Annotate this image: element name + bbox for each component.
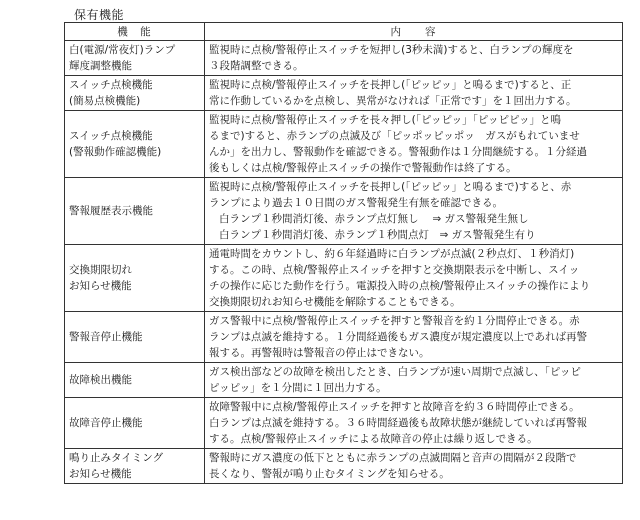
feature-cell [65,41,205,76]
description-cell [205,41,623,76]
feature-name-line: (簡易点検機能) [69,95,141,107]
table-body [65,41,623,484]
feature-name-line: 輝度調整機能 [69,60,132,72]
description-line: 長くなり、警報が鳴り止むタイミングを知らせる。 [209,468,450,480]
feature-name-line: 警報履歴表示機能 [69,205,153,217]
description-line: 故障警報中に点検/警報停止スイッチを押すと故障音を約３６時間停止できる。 [209,401,580,413]
feature-name-line: スイッチ点検機能 [69,79,153,91]
description-line: 通電時間をカウントし、約６年経過時に白ランプが点滅(２秒点灯、１秒消灯) [209,248,575,260]
description-cell [205,245,623,312]
description-line: ピッピッ」を１分間に１回出力する。 [209,382,387,394]
feature-table [64,22,623,484]
description-cell [205,398,623,449]
description-line: 報する。再警報時は警報音の停止はできない。 [209,347,430,359]
description-line: 交換期限切れお知らせ機能を解除することもできる。 [209,296,461,308]
description-cell [205,449,623,484]
feature-cell [65,312,205,363]
description-line: 白ランプは点滅を維持する。３６時間経過後も故障状態が継続していれば再警報 [209,417,587,429]
description-line: 監視時に点検/警報停止スイッチを長押し(「ピッピッ」と鳴るまで)すると、赤 [209,181,572,193]
header-feature: 機 能 [65,23,205,41]
description-line: 監視時に点検/警報停止スイッチを長々押し(「ピッピッ」「ピッピピッ」と鳴 [209,114,562,126]
description-line: する。点検/警報停止スイッチによる故障音の停止は繰り返しできる。 [209,433,538,445]
feature-name-line: お知らせ機能 [69,280,132,292]
feature-name-line: 警報音停止機能 [69,331,143,343]
description-cell [205,312,623,363]
table-header-row [65,23,623,41]
description-cell [205,178,623,245]
feature-name-line: (警報動作確認機能) [69,146,162,158]
feature-cell [65,449,205,484]
description-line: 監視時に点検/警報停止スイッチを長押し(「ピッピッ」と鳴るまで)すると、正 [209,79,572,91]
description-line: する。この時、点検/警報停止スイッチを押すと交換期限表示を中断し、スイッ [209,264,580,276]
feature-cell [65,76,205,111]
description-line: ガス警報中に点検/警報停止スイッチを押すと警報音を約１分間停止できる。赤 [209,315,580,327]
description-cell [205,363,623,398]
description-line: ３段階調整できる。 [209,60,304,72]
table-row [65,41,623,76]
feature-cell [65,363,205,398]
feature-cell [65,245,205,312]
description-cell [205,111,623,178]
feature-name-line: 鳴り止みタイミング [69,452,164,464]
description-line: んか」を出力し、警報動作を確認できる。警報動作は１分間継続する。１分経過 [209,146,587,158]
description-line: ランプにより過去１０日間のガス警報発生有無を確認できる。 [209,197,503,209]
table-row [65,111,623,178]
feature-name-line: 故障音停止機能 [69,417,143,429]
description-cell [205,76,623,111]
table-row [65,245,623,312]
feature-cell [65,398,205,449]
feature-cell [65,178,205,245]
description-line: 監視時に点検/警報停止スイッチを短押し(3秒未満)すると、白ランプの輝度を [209,44,574,56]
feature-name-line: スイッチ点検機能 [69,130,153,142]
feature-name-line: お知らせ機能 [69,468,132,480]
description-line: 警報時にガス濃度の低下とともに赤ランプの点滅間隔と音声の間隔が２段階で [209,452,577,464]
table-row [65,449,623,484]
description-line: ランプは点滅を維持する。１分間経過後もガス濃度が規定濃度以上であれば再警 [209,331,587,343]
feature-name-line: 故障検出機能 [69,374,132,386]
table-row [65,76,623,111]
document-title: 保有機能 [74,8,125,22]
feature-cell [65,111,205,178]
table-row [65,398,623,449]
table-row [65,363,623,398]
description-line: チの操作に応じた動作を行う。電源投入時の点検/警報停止スイッチの操作により [209,280,591,292]
description-indented-line: 白ランプ１秒間消灯後、赤ランプ点灯無し ⇒ ガス警報発生無し [219,213,529,225]
description-line: 後もしくは点検/警報停止スイッチの操作で警報動作は終了する。 [209,162,517,174]
header-content: 内 容 [205,23,623,41]
feature-name-line: 白(電源/常夜灯)ランプ [69,44,176,56]
table-row [65,312,623,363]
description-line: ガス検出部などの故障を検出したとき、白ランプが速い周期で点滅し、「ピッピ [209,366,581,378]
description-line: るまで)すると、赤ランプの点滅及び「ピッポッピッポッ ガスがもれていませ [209,130,580,142]
description-line: 常に作動しているかを点検し、異常がなければ「正常です」を１回出力する。 [209,95,577,107]
table-row [65,178,623,245]
description-indented-line: 白ランプ１秒間消灯後、赤ランプ１秒間点灯 ⇒ ガス警報発生有り [219,229,536,241]
feature-name-line: 交換期限切れ [69,264,132,276]
